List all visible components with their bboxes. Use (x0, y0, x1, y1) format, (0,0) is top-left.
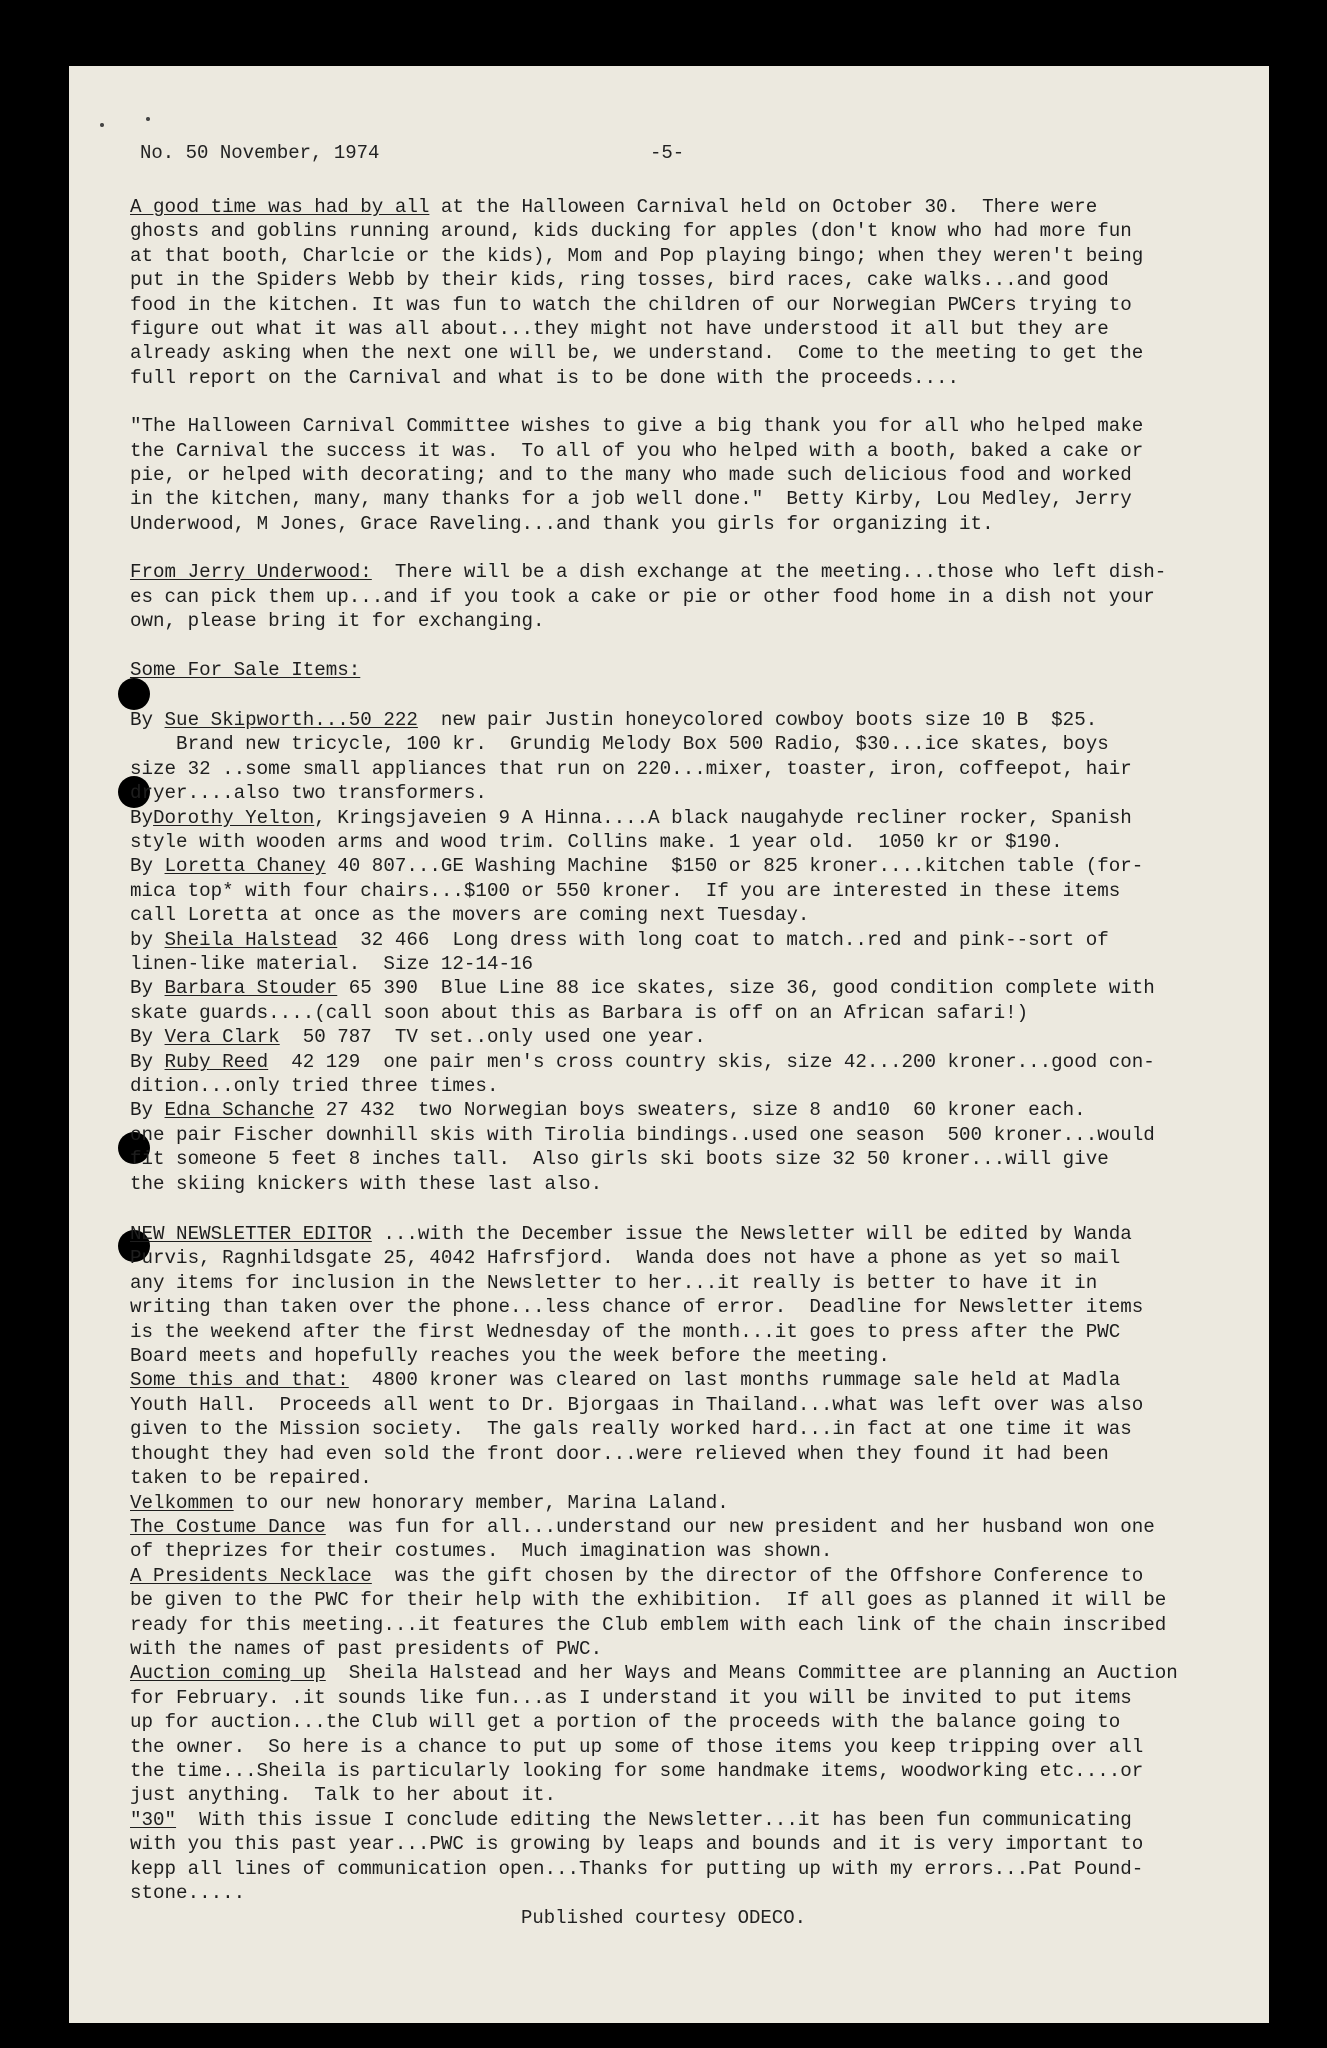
publisher-credit: Published courtesy ODECO. (520, 1907, 807, 1929)
newsletter-body (130, 195, 1240, 1905)
misc-paragraph: Velkommen to our new honorary member, Marina Laland. (130, 1491, 729, 1514)
sale-item: By Vera Clark 50 787 TV set..only used one year. (130, 1026, 706, 1049)
seller-name: Dorothy Yelton (153, 806, 315, 829)
sale-item: by Sheila Halstead 32 466 Long dress with long coat to match..red and pink--sort of linen-like material. Size 12-14-16 (130, 928, 1109, 975)
for-sale-heading (130, 658, 1240, 682)
sale-item: By Sue Skipworth...50 222 new pair Justin honeycolored cowboy boots size 10 B $25. Brand new tricycle, 100 kr. Grundig Melody Box 500 Radio, $30...ice skates, boys size 32 ..some small appliances that run on 220...mixer, toaster, iron, coffeepot, hair dryer....also two transformers. (130, 708, 1132, 805)
sale-item: By Ruby Reed 42 129 one pair men's cross country skis, size 42...200 kroner...good con- dition...only tried three times. (130, 1050, 1155, 1097)
seller-name: Ruby Reed (164, 1050, 269, 1073)
section-heading: A good time was had by all (130, 196, 430, 218)
section-heading: Auction coming up (130, 1662, 326, 1685)
section-heading: "30" (130, 1808, 177, 1831)
issue-line: No. 50 November, 1974 (140, 142, 380, 164)
section-heading: NEW NEWSLETTER EDITOR (130, 1223, 372, 1246)
section-heading: From Jerry Underwood: (130, 561, 372, 584)
section-heading: Velkommen (130, 1491, 234, 1514)
sale-item: By Loretta Chaney 40 807...GE Washing Machine $150 or 825 kroner....kitchen table (for- mica top* with four chairs...$100 or 550 kroner. If you are interested in these items call Loretta at once as the movers are coming next Tuesday. (130, 855, 1144, 927)
sale-item: By Barbara Stouder 65 390 Blue Line 88 ice skates, size 36, good condition complete with skate guards....(call soon about this as Barbara is off on an African safari!) (130, 977, 1155, 1024)
page-number: -5- (650, 142, 685, 164)
speck-mark (100, 123, 104, 127)
seller-name: Barbara Stouder (164, 977, 338, 1000)
page-header (140, 142, 1240, 164)
misc-paragraph: Auction coming up Sheila Halstead and her Ways and Means Committee are planning an Auction for February. .it sounds like fun...as I understand it you will be invited to put items up for auction...the Club will get a portion of the proceeds with the balance going to the owner. So here is a chance to put up some of those items you keep tripping over all the time...Sheila is particularly looking for some handmake items, woodworking etc....or just anything. Talk to her about it. (130, 1662, 1178, 1807)
section-heading: A Presidents Necklace (130, 1564, 372, 1587)
seller-name: Sheila Halstead (164, 928, 338, 951)
speck-mark (146, 117, 150, 121)
seller-name: Edna Schanche (164, 1099, 315, 1122)
misc-paragraph: Some this and that: 4800 kroner was cleared on last months rummage sale held at Madla Youth Hall. Proceeds all went to Dr. Bjorgaas in Thailand...what was left over was also given to the Mission society. The gals really worked hard...in fact at one time it was thought they had even sold the front door...were relieved when they found it had been taken to be repaired. (130, 1369, 1144, 1490)
misc-paragraph: "30" With this issue I conclude editing the Newsletter...it has been fun communicating with you this past year...PWC is growing by leaps and bounds and it is very important to kepp all lines of communication open...Thanks for putting up with my errors...Pat Pound- stone..... (130, 1808, 1144, 1904)
misc-paragraph: A Presidents Necklace was the gift chosen by the director of the Offshore Conference to be given to the PWC for their help with the exhibition. If all goes as planned it will be ready for this meeting...it features the Club emblem with each link of the chain inscribed with the names of past presidents of PWC. (130, 1564, 1167, 1660)
seller-name: Vera Clark (164, 1026, 280, 1049)
new-editor-paragraph: NEW NEWSLETTER EDITOR ...with the December issue the Newsletter will be edited by Wanda Purvis, Ragnhildsgate 25, 4042 Hafrsfjord. Wanda does not have a phone as yet so mail any items for inclusion in the Newsletter to her...it really is better to have it in writing than taken over the phone...less chance of error. Deadline for Newsletter items is the weekend after the first Wednesday of the month...it goes to press after the PWC Board meets and hopefully reaches you the week before the meeting. (130, 1223, 1144, 1368)
section-heading: The Costume Dance (130, 1515, 326, 1538)
section-heading: Some this and that: (130, 1369, 349, 1392)
sale-item: By Edna Schanche 27 432 two Norwegian boys sweaters, size 8 and10 60 kroner each. one pair Fischer downhill skis with Tirolia bindings..used one season 500 kroner...would fit someone 5 feet 8 inches tall. Also girls ski boots size 32 50 kroner...will give the skiing knickers with these last also. (130, 1099, 1155, 1195)
committee-paragraph: "The Halloween Carnival Committee wishes to give a big thank you for all who helped make the Carnival the success it was. To all of you who helped with a booth, baked a cake or pie, or helped with decorating; and to the many who made such delicious food and worked in the kitchen, many, many thanks for a job well done." Betty Kirby, Lou Medley, Jerry Underwood, M Jones, Grace Raveling...and thank you girls for organizing it. (130, 415, 1144, 535)
seller-name: Sue Skipworth...50 222 (164, 708, 418, 731)
misc-paragraph: The Costume Dance was fun for all...understand our new president and her husband won one of theprizes for their costumes. Much imagination was shown. (130, 1515, 1155, 1563)
seller-name: Loretta Chaney (164, 855, 326, 878)
dish-exchange-paragraph: From Jerry Underwood: There will be a dish exchange at the meeting...those who left dish- es can pick them up...and if you took a cake or pie or other food home in a dish not your own, please bring it for exchanging. (130, 561, 1167, 633)
sale-item: ByDorothy Yelton, Kringsjaveien 9 A Hinna....A black naugahyde recliner rocker, Spanish style with wooden arms and wood trim. Collins make. 1 year old. 1050 kr or $190. (130, 806, 1132, 853)
halloween-paragraph: A good time was had by all at the Halloween Carnival held on October 30. There were ghosts and goblins running around, kids ducking for apples (don't know who had more fun at that booth, Charlcie or the kids), Mom and Pop playing bingo; when they weren't being put in the Spiders Webb by their kids, ring tosses, bird races, cake walks...and good food in the kitchen. It was fun to watch the children of our Norwegian PWCers trying to figure out what it was all about...they might not have understood it all but they are already asking when the next one will be, we understand. Come to the meeting to get the full report on the Carnival and what is to be done with the proceeds.... (130, 196, 1144, 389)
section-heading: Some For Sale Items: (130, 658, 361, 681)
